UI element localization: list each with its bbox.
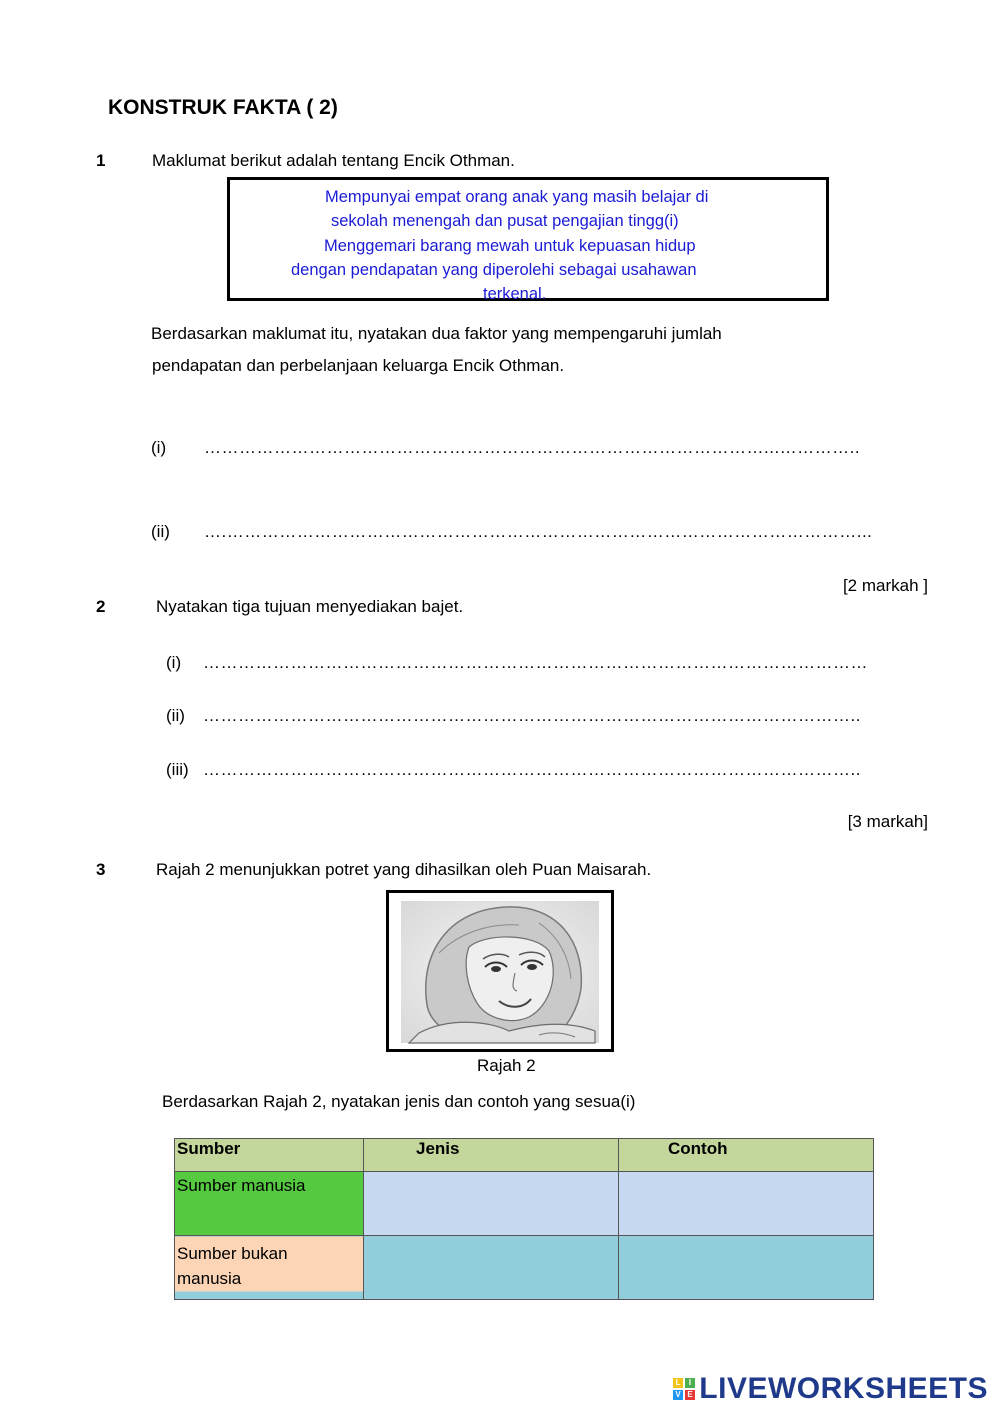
info-line-1: Mempunyai empat orang anak yang masih belajar di xyxy=(325,188,709,206)
liveworksheets-logo[interactable] xyxy=(673,1372,988,1406)
question-1-text-line-2: pendapatan dan perbelanjaan keluarga Encik Othman. xyxy=(152,356,565,375)
question-3-number: 3 xyxy=(96,860,106,879)
question-2-text: Nyatakan tiga tujuan menyediakan bajet. xyxy=(156,597,464,616)
page-title: KONSTRUK FAKTA ( 2) xyxy=(108,96,338,119)
table-header-row xyxy=(175,1139,874,1172)
answer-1-ii-label: (ii) xyxy=(151,522,170,541)
info-line-2: sekolah menengah dan pusat pengajian tingg(i) xyxy=(331,212,679,230)
question-3-text: Berdasarkan Rajah 2, nyatakan jenis dan contoh yang sesua(i) xyxy=(162,1092,636,1111)
portrait-sketch-image xyxy=(389,893,611,1049)
row-label-sumber-bukan-manusia: Sumber bukan manusia xyxy=(175,1236,364,1300)
info-line-5: terkenal. xyxy=(483,285,547,303)
logo-text: LIVEWORKSHEETS xyxy=(699,1372,988,1405)
answer-2-ii-label: (ii) xyxy=(166,706,185,725)
row-label-sumber-manusia: Sumber manusia xyxy=(175,1172,364,1236)
cell-jenis-manusia[interactable] xyxy=(364,1172,619,1236)
info-line-4: dengan pendapatan yang diperolehi sebagai usahawan xyxy=(291,261,697,279)
answer-1-i-label: (i) xyxy=(151,438,167,457)
answer-1-ii-line[interactable]: ….………………………………………………………………………………………………... xyxy=(204,522,873,541)
cell-jenis-bukan-manusia[interactable] xyxy=(364,1236,619,1300)
question-1-text-line-1: Berdasarkan maklumat itu, nyatakan dua faktor yang mempengaruhi jumlah xyxy=(151,324,722,343)
header-jenis: Jenis xyxy=(364,1139,619,1172)
cell-contoh-bukan-manusia[interactable] xyxy=(619,1236,874,1300)
cell-contoh-manusia[interactable] xyxy=(619,1172,874,1236)
question-1-marks: [2 markah ] xyxy=(842,576,928,595)
info-line-3: Menggemari barang mewah untuk kepuasan hidup xyxy=(324,237,696,255)
answer-2-iii-label: (iii) xyxy=(166,760,189,779)
question-1-number: 1 xyxy=(96,151,106,170)
answer-2-iii-line[interactable]: ………………………………………………………………………………………………….. xyxy=(203,760,861,779)
answer-2-i-line[interactable]: …………………………………………………………………………………………………… xyxy=(203,653,868,672)
portrait-figure xyxy=(386,890,614,1052)
answer-2-ii-line[interactable]: ………………………………………………………………………………………………….. xyxy=(203,706,861,725)
figure-caption: Rajah 2 xyxy=(477,1056,536,1075)
question-1-intro: Maklumat berikut adalah tentang Encik Othman. xyxy=(152,151,515,170)
answer-table xyxy=(174,1138,874,1300)
table-row xyxy=(175,1236,874,1300)
table-row xyxy=(175,1172,874,1236)
header-contoh: Contoh xyxy=(619,1139,874,1172)
header-sumber: Sumber xyxy=(175,1139,364,1172)
question-2-marks: [3 markah] xyxy=(847,812,928,831)
logo-mark-icon: L I V E xyxy=(673,1378,695,1400)
question-2-number: 2 xyxy=(96,597,106,616)
info-box xyxy=(227,177,829,301)
answer-2-i-label: (i) xyxy=(166,653,182,672)
answer-1-i-line[interactable]: ……………………………………………………………………………………...………….. xyxy=(204,438,861,457)
question-3-intro: Rajah 2 menunjukkan potret yang dihasilkan oleh Puan Maisarah. xyxy=(156,860,652,879)
